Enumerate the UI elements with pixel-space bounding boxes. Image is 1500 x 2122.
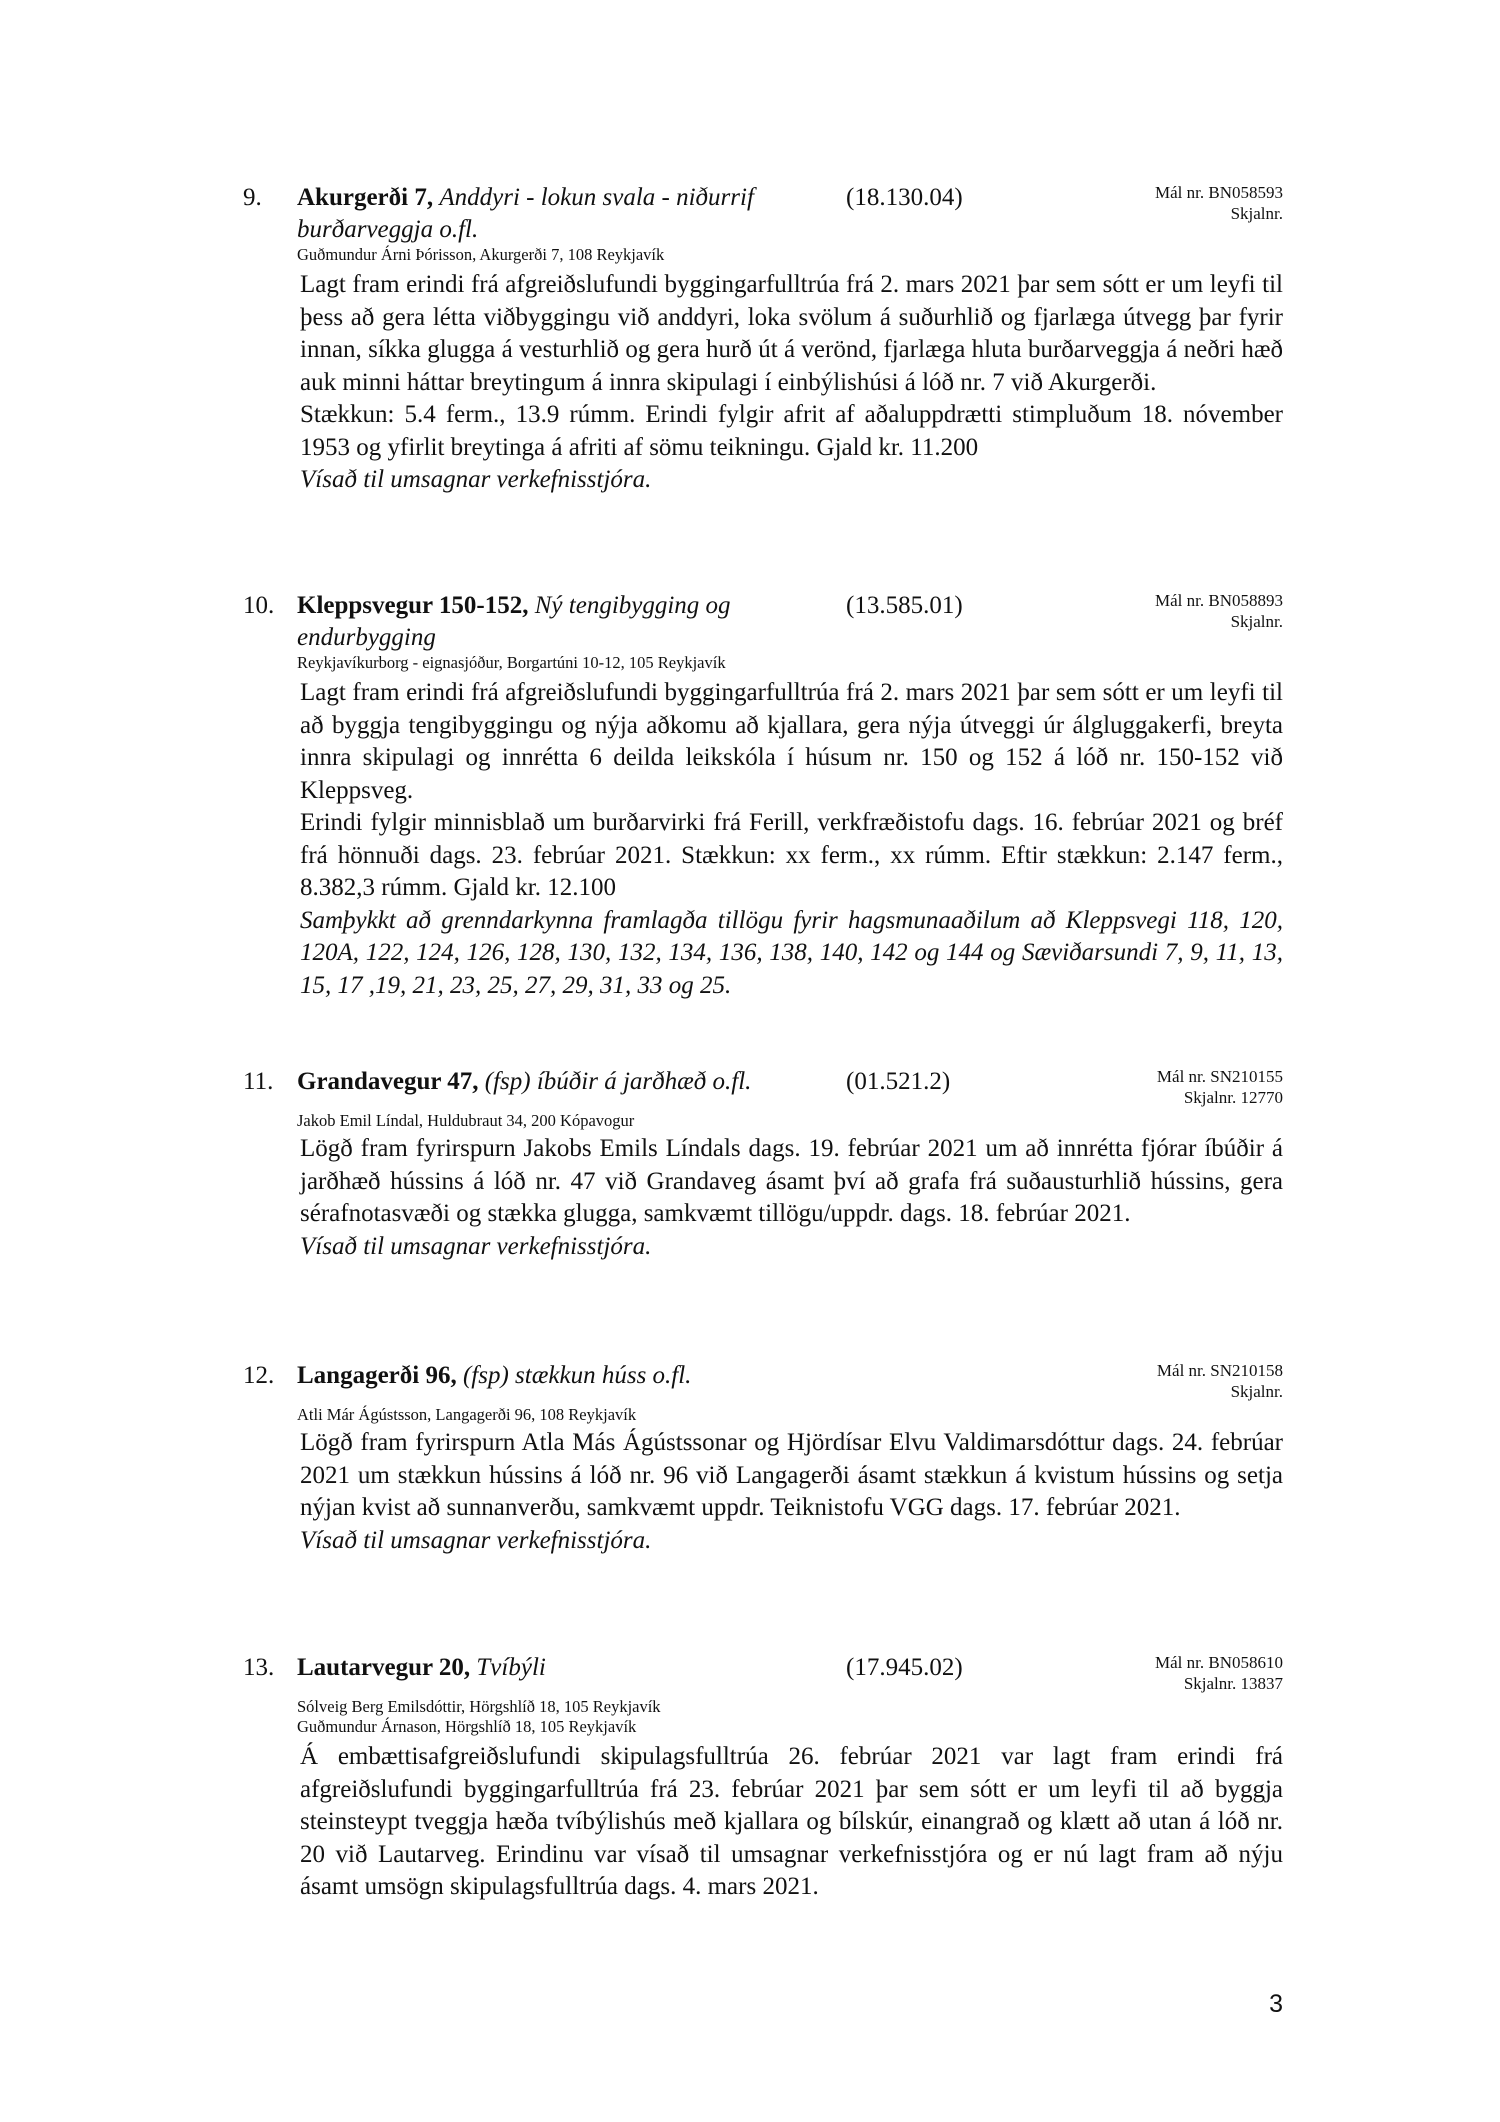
item-number: 13. — [243, 1654, 275, 1681]
case-reference — [1155, 590, 1283, 632]
applicant-list — [297, 1697, 661, 1737]
item-number: 11. — [243, 1068, 274, 1095]
document-number: Skjalnr. — [1230, 204, 1283, 223]
applicant-list — [297, 653, 726, 673]
item-title — [297, 1360, 817, 1392]
decision-text: Samþykkt að grenndarkynna framlagða tillögu fyrir hagsmunaaðilum að Kleppsvegi 118, 120, 120A, 122, 124, 126, 128, 130, 132, 134, 136, 138, 140, 142 og 144 og Sæviðarsundi 7, 9, 11, 13, 15, 17 ,19, 21, 23, 25, 27, 29, 31, 33 og 25. — [300, 906, 1283, 999]
document-number: Skjalnr. 13837 — [1183, 1674, 1283, 1693]
applicant: Sólveig Berg Emilsdóttir, Hörgshlíð 18, 105 Reykjavík — [297, 1697, 661, 1716]
item-code: (18.130.04) — [846, 184, 963, 211]
item-body — [300, 1133, 1283, 1263]
body-paragraph: Lögð fram fyrirspurn Atla Más Ágústssonar og Hjördísar Elvu Valdimarsdóttur dags. 24. febrúar 2021 um stækkun hússins á lóð nr. 96 við Langagerði ásamt stækkun á kvistum hússins og setja nýjan kvist að sunnanverðu, samkvæmt uppdr. Teiknistofu VGG dags. 17. febrúar 2021. — [300, 1429, 1283, 1521]
body-paragraph: Erindi fylgir minnisblað um burðarvirki frá Ferill, verkfræðistofu dags. 16. febrúar 2021 og bréf frá hönnuði dags. 23. febrúar 2021. Stækkun: xx ferm., xx rúmm. Eftir stækkun: 2.147 ferm., 8.382,3 rúmm. Gjald kr. 12.100 — [300, 809, 1283, 901]
item-address: Kleppsvegur 150-152, — [297, 592, 529, 619]
decision-text: Vísað til umsagnar verkefnisstjóra. — [300, 466, 652, 493]
case-number: Mál nr. SN210155 — [1156, 1067, 1283, 1086]
item-number: 10. — [243, 592, 275, 619]
item-number: 12. — [243, 1362, 275, 1389]
body-paragraph: Á embættisafgreiðslufundi skipulagsfulltrúa 26. febrúar 2021 var lagt fram erindi frá afgreiðslufundi byggingarfulltrúa frá 23. febrúar 2021 þar sem sótt er um leyfi til að byggja steinsteypt tveggja hæða tvíbýlishús með kjallara og bílskúr, einangrað og klætt að utan á lóð nr. 20 við Lautarveg. Erindinu var vísað til umsagnar verkefnisstjóra og er nú lagt fram að nýju ásamt umsögn skipulagsfulltrúa dags. 4. mars 2021. — [300, 1743, 1283, 1900]
item-subject: Anddyri - lokun svala - niðurrif burðarveggja o.fl. — [297, 184, 754, 243]
item-body — [300, 1427, 1283, 1557]
applicant: Guðmundur Árnason, Hörgshlíð 18, 105 Reykjavík — [297, 1717, 637, 1736]
item-body — [300, 269, 1283, 497]
applicant: Guðmundur Árni Þórisson, Akurgerði 7, 108 Reykjavík — [297, 245, 665, 264]
document-number: Skjalnr. 12770 — [1183, 1088, 1283, 1107]
applicant: Jakob Emil Líndal, Huldubraut 34, 200 Kópavogur — [297, 1111, 635, 1130]
item-body — [300, 1741, 1283, 1904]
item-subject: Ný tengibygging og endurbygging — [297, 592, 731, 651]
item-code: (01.521.2) — [846, 1068, 951, 1095]
body-paragraph: Lagt fram erindi frá afgreiðslufundi byggingarfulltrúa frá 2. mars 2021 þar sem sótt er um leyfi til þess að gera létta viðbyggingu við anddyri, loka svölum á suðurhlið og fjarlæga útvegg þar fyrir innan, síkka glugga á vesturhlið og gera hurð út á verönd, fjarlæga hluta burðarveggja á neðri hæð auk minni háttar breytingum á innra skipulagi í einbýlishúsi á lóð nr. 7 við Akurgerði. — [300, 271, 1283, 396]
document-number: Skjalnr. — [1230, 1382, 1283, 1401]
page-number: 3 — [1269, 1990, 1283, 2018]
body-paragraph: Lögð fram fyrirspurn Jakobs Emils Líndals dags. 19. febrúar 2021 um að innrétta fjórar íbúðir á jarðhæð hússins á lóð nr. 47 við Grandaveg ásamt því að grafa frá suðausturhlið hússins, gera sérafnotasvæði og stækka glugga, samkvæmt tillögu/uppdr. dags. 18. febrúar 2021. — [300, 1135, 1283, 1227]
item-code: (13.585.01) — [846, 592, 963, 619]
item-title — [297, 1066, 817, 1098]
item-title — [297, 1652, 817, 1684]
body-paragraph: Stækkun: 5.4 ferm., 13.9 rúmm. Erindi fylgir afrit af aðaluppdrætti stimpluðum 18. nóvember 1953 og yfirlit breytinga á afriti af sömu teikningu. Gjald kr. 11.200 — [300, 401, 1283, 461]
item-number: 9. — [243, 184, 262, 211]
body-paragraph: Lagt fram erindi frá afgreiðslufundi byggingarfulltrúa frá 2. mars 2021 þar sem sótt er um leyfi til að byggja tengibyggingu og nýja aðkomu að kjallara, gera nýja útveggi úr álgluggakerfi, breyta innra skipulagi og innrétta 6 deilda leikskóla í húsum nr. 150 og 152 á lóð nr. 150-152 við Kleppsveg. — [300, 679, 1283, 804]
case-number: Mál nr. BN058893 — [1155, 591, 1283, 610]
item-address: Akurgerði 7, — [297, 184, 434, 211]
item-title — [297, 182, 817, 246]
item-body — [300, 677, 1283, 1002]
applicant-list — [297, 1405, 636, 1425]
applicant-list — [297, 245, 664, 265]
decision-text: Vísað til umsagnar verkefnisstjóra. — [300, 1232, 652, 1260]
case-reference — [1157, 1066, 1283, 1108]
item-code: (17.945.02) — [846, 1654, 963, 1681]
case-reference — [1157, 1360, 1283, 1402]
item-address: Grandavegur 47, — [297, 1068, 479, 1095]
decision-text: Vísað til umsagnar verkefnisstjóra. — [300, 1526, 652, 1554]
applicant-list — [297, 1111, 634, 1131]
item-subject: (fsp) íbúðir á jarðhæð o.fl. — [484, 1068, 752, 1095]
case-number: Mál nr. BN058593 — [1155, 183, 1283, 202]
document-number: Skjalnr. — [1230, 612, 1283, 631]
item-address: Langagerði 96, — [297, 1362, 457, 1389]
applicant: Atli Már Ágústsson, Langagerði 96, 108 Reykjavík — [297, 1405, 637, 1424]
item-address: Lautarvegur 20, — [297, 1654, 471, 1681]
case-number: Mál nr. BN058610 — [1155, 1653, 1283, 1672]
applicant: Reykjavíkurborg - eignasjóður, Borgartúni 10-12, 105 Reykjavík — [297, 653, 726, 672]
item-subject: (fsp) stækkun húss o.fl. — [462, 1362, 692, 1389]
case-reference — [1155, 1652, 1283, 1694]
case-number: Mál nr. SN210158 — [1156, 1361, 1283, 1380]
item-title — [297, 590, 817, 654]
item-subject: Tvíbýli — [476, 1654, 546, 1681]
case-reference — [1155, 182, 1283, 224]
